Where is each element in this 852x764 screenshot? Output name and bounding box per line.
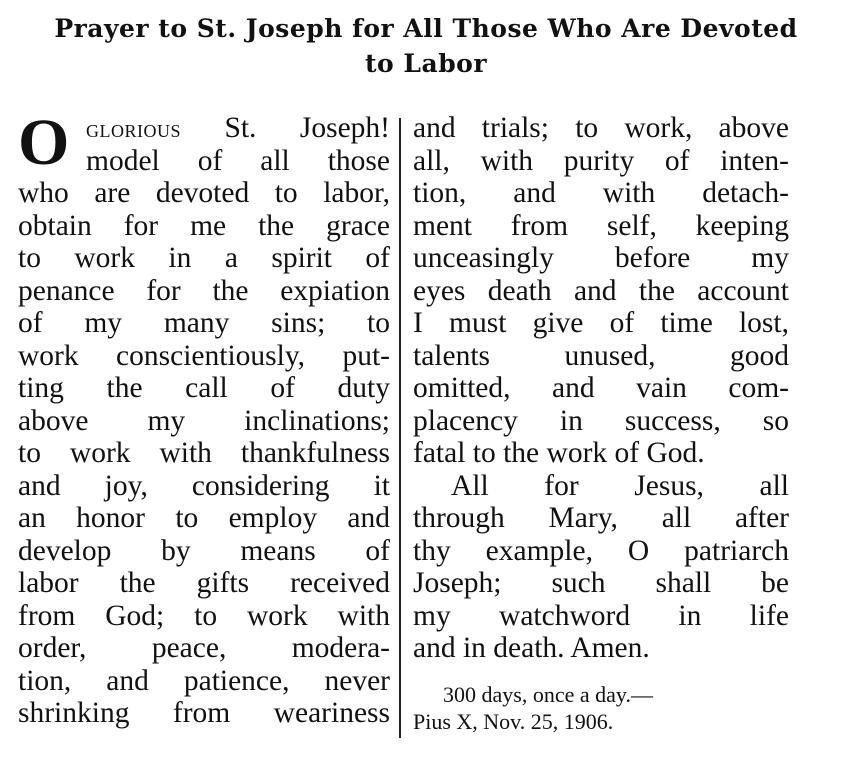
left-line-6: penance for the expiation	[18, 274, 390, 307]
left-line-16: from God; to work with	[18, 599, 390, 632]
left-line-7: of my many sins; to	[18, 307, 390, 339]
indulgence-line-2: Pius X, Nov. 25, 1906.	[413, 709, 614, 734]
right-line-12: All for Jesus, all	[451, 469, 789, 502]
right-line-2: all, with purity of inten-	[413, 144, 789, 177]
right-line-1: and trials; to work, above	[413, 112, 789, 144]
left-line-2: model of all those	[86, 144, 390, 177]
right-line-10: placency in success, so	[413, 404, 789, 437]
left-line-12: and joy, considering it	[18, 469, 390, 502]
right-line-8: talents unused, good	[413, 339, 789, 372]
right-line-4: ment from self, keeping	[413, 209, 789, 242]
left-column	[18, 106, 390, 730]
left-line-5: to work in a spirit of	[18, 242, 390, 274]
right-line-7: I must give of time lost,	[413, 307, 789, 339]
left-line-17: order, peace, modera-	[18, 632, 390, 664]
right-column	[413, 112, 789, 665]
left-line-10: above my inclinations;	[18, 404, 390, 437]
left-line-9: ting the call of duty	[18, 372, 390, 404]
title-line-2: to Labor	[364, 49, 488, 78]
right-line-16: my watchword in life	[413, 599, 789, 632]
right-line-14: thy example, O patriarch	[413, 534, 789, 567]
left-line-8: work conscientiously, put-	[18, 339, 390, 372]
left-line-11: to work with thankfulness	[18, 437, 390, 469]
right-line-17: and in death. Amen.	[413, 632, 650, 664]
left-line-4: obtain for me the grace	[18, 209, 390, 242]
first-word: glorious	[86, 114, 182, 143]
right-line-15: Joseph; such shall be	[413, 567, 789, 599]
left-line-1-text: St. Joseph!	[224, 112, 390, 144]
left-line-18: tion, and patience, never	[18, 664, 390, 697]
indulgence-line-1: 300 days, once a day.—	[443, 682, 653, 707]
right-line-9: omitted, and vain com-	[413, 372, 789, 404]
left-line-1	[18, 112, 390, 145]
title-line-1: Prayer to St. Joseph for All Those Who Are Devoted	[54, 14, 798, 43]
left-line-13: an honor to employ and	[18, 502, 390, 534]
drop-cap: O	[18, 106, 70, 179]
right-line-6: eyes death and the account	[413, 274, 789, 307]
indulgence-note	[413, 681, 789, 735]
right-line-5: unceasingly before my	[413, 242, 789, 274]
right-line-11: fatal to the work of God.	[413, 437, 705, 469]
column-divider	[399, 118, 401, 738]
left-line-15: labor the gifts received	[18, 567, 390, 599]
left-line-19: shrinking from weariness	[18, 697, 390, 729]
right-line-13: through Mary, all after	[413, 502, 789, 534]
left-line-14: develop by means of	[18, 534, 390, 567]
left-line-3: who are devoted to labor,	[18, 177, 390, 209]
right-line-3: tion, and with detach-	[413, 177, 789, 209]
